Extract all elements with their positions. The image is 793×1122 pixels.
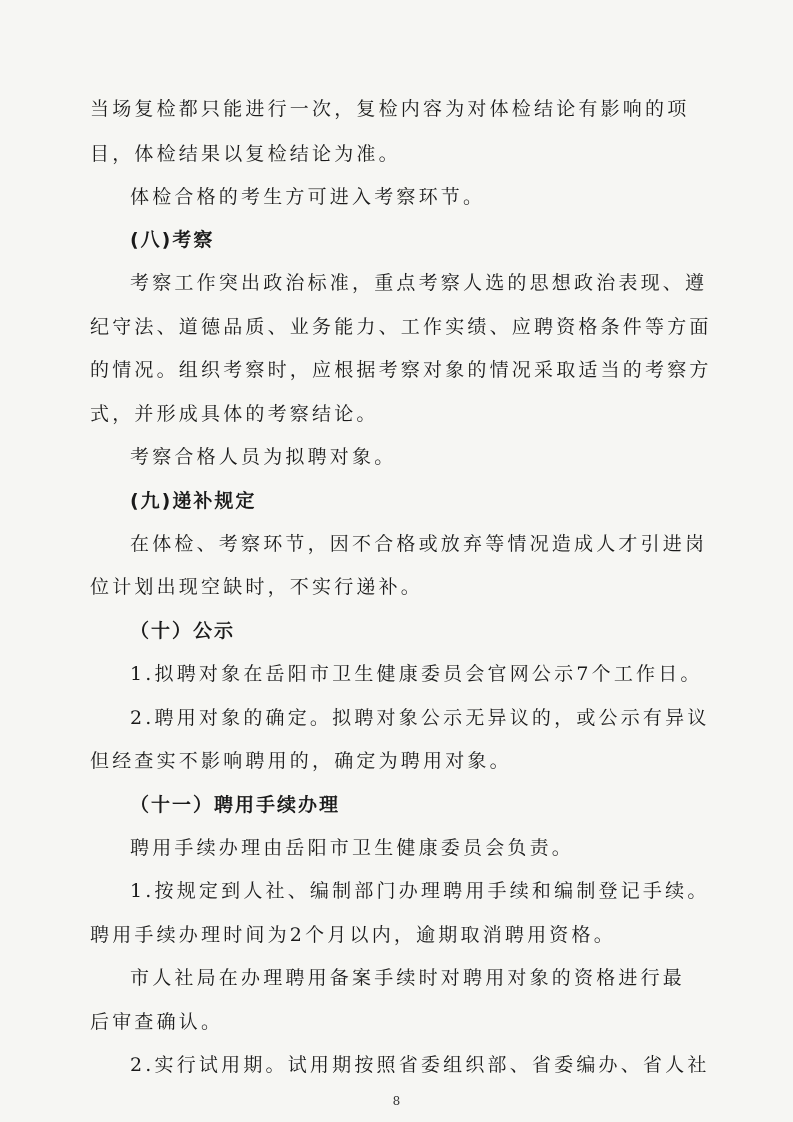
body-text-line: 纪守法、道德品质、业务能力、工作实绩、应聘资格条件等方面 (90, 316, 712, 338)
body-text-line: 体检合格的考生方可进入考察环节。 (130, 186, 486, 208)
body-text-line: 2.实行试用期。试用期按照省委组织部、省委编办、省人社 (130, 1054, 710, 1076)
section-heading-8: (八)考察 (130, 229, 215, 251)
body-text-line: 目，体检结果以复检结论为准。 (90, 143, 401, 165)
body-text-line: 1.拟聘对象在岳阳市卫生健康委员会官网公示7个工作日。 (130, 663, 703, 685)
body-text-line: 当场复检都只能进行一次，复检内容为对体检结论有影响的项 (90, 98, 690, 120)
page-number: 8 (392, 1094, 401, 1108)
body-text-line: 1.按规定到人社、编制部门办理聘用手续和编制登记手续。 (130, 880, 710, 902)
body-text-line: 考察合格人员为拟聘对象。 (130, 446, 397, 468)
body-text-line: 但经查实不影响聘用的，确定为聘用对象。 (90, 750, 512, 772)
body-text-line: 在体检、考察环节，因不合格或放弃等情况造成人才引进岗 (130, 533, 708, 555)
body-text-line: 市人社局在办理聘用备案手续时对聘用对象的资格进行最 (130, 967, 686, 989)
body-text-line: 的情况。组织考察时，应根据考察对象的情况采取适当的考察方 (90, 359, 712, 381)
body-text-line: 位计划出现空缺时，不实行递补。 (90, 576, 424, 598)
body-text-line: 聘用手续办理时间为2个月以内，逾期取消聘用资格。 (90, 924, 616, 946)
body-text-line: 聘用手续办理由岳阳市卫生健康委员会负责。 (130, 837, 575, 859)
section-heading-9: (九)递补规定 (130, 490, 257, 512)
body-text-line: 式，并形成具体的考察结论。 (90, 403, 379, 425)
body-text-line: 2.聘用对象的确定。拟聘对象公示无异议的，或公示有异议 (130, 707, 710, 729)
body-text-line: 后审查确认。 (90, 1011, 224, 1033)
section-heading-11: （十一）聘用手续办理 (130, 794, 341, 816)
section-heading-10: （十）公示 (130, 620, 236, 642)
body-text-line: 考察工作突出政治标准，重点考察人选的思想政治表现、遵 (130, 272, 708, 294)
